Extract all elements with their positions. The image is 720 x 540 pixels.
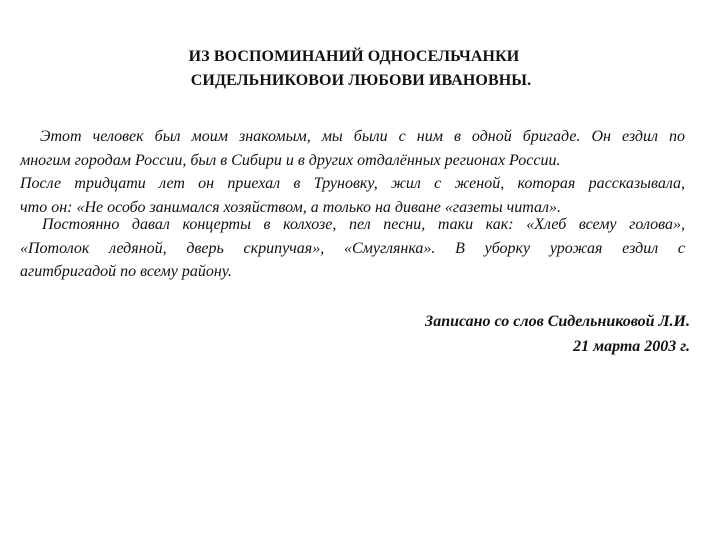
paragraph-2-line-1: Постоянно давал концерты в колхозе, пел песни, таки как: «Хлеб всему голова», [42, 216, 685, 233]
paragraph-1-line-4: что он: «Не особо занимался хозяйством, а только на диване «газеты читал». [20, 198, 562, 216]
paragraph-1-line-1: Этот человек был моим знакомым, мы были с ним в одной бригаде. Он ездил по [40, 128, 685, 145]
paragraph-2-line-2: «Потолок ледяной, дверь скрипучая», «Смуглянка». В уборку урожая ездил с [20, 239, 685, 257]
document-title-line-2: СИДЕЛЬНИКОВОИ ЛЮБОВИ ИВАНОВНЫ. [190, 72, 532, 89]
paragraph-1-line-3: После тридцати лет он приехал в Труновку, жил с женой, которая рассказывала, [20, 175, 685, 192]
document-title-line-1: ИЗ ВОСПОМИНАНИЙ ОДНОСЕЛЬЧАНКИ [188, 48, 520, 65]
paragraph-2 [20, 213, 685, 284]
paragraph-2-line-3: агитбригадой по всему району. [20, 263, 232, 280]
signature-attribution: Записано со слов Сидельниковой Л.И. [425, 313, 690, 330]
paragraph-1 [20, 125, 685, 219]
paragraph-1-line-2: многим городам России, был в Сибири и в других отдалённых регионах России. [20, 151, 561, 169]
signature-date: 21 марта 2003 г. [573, 338, 690, 355]
